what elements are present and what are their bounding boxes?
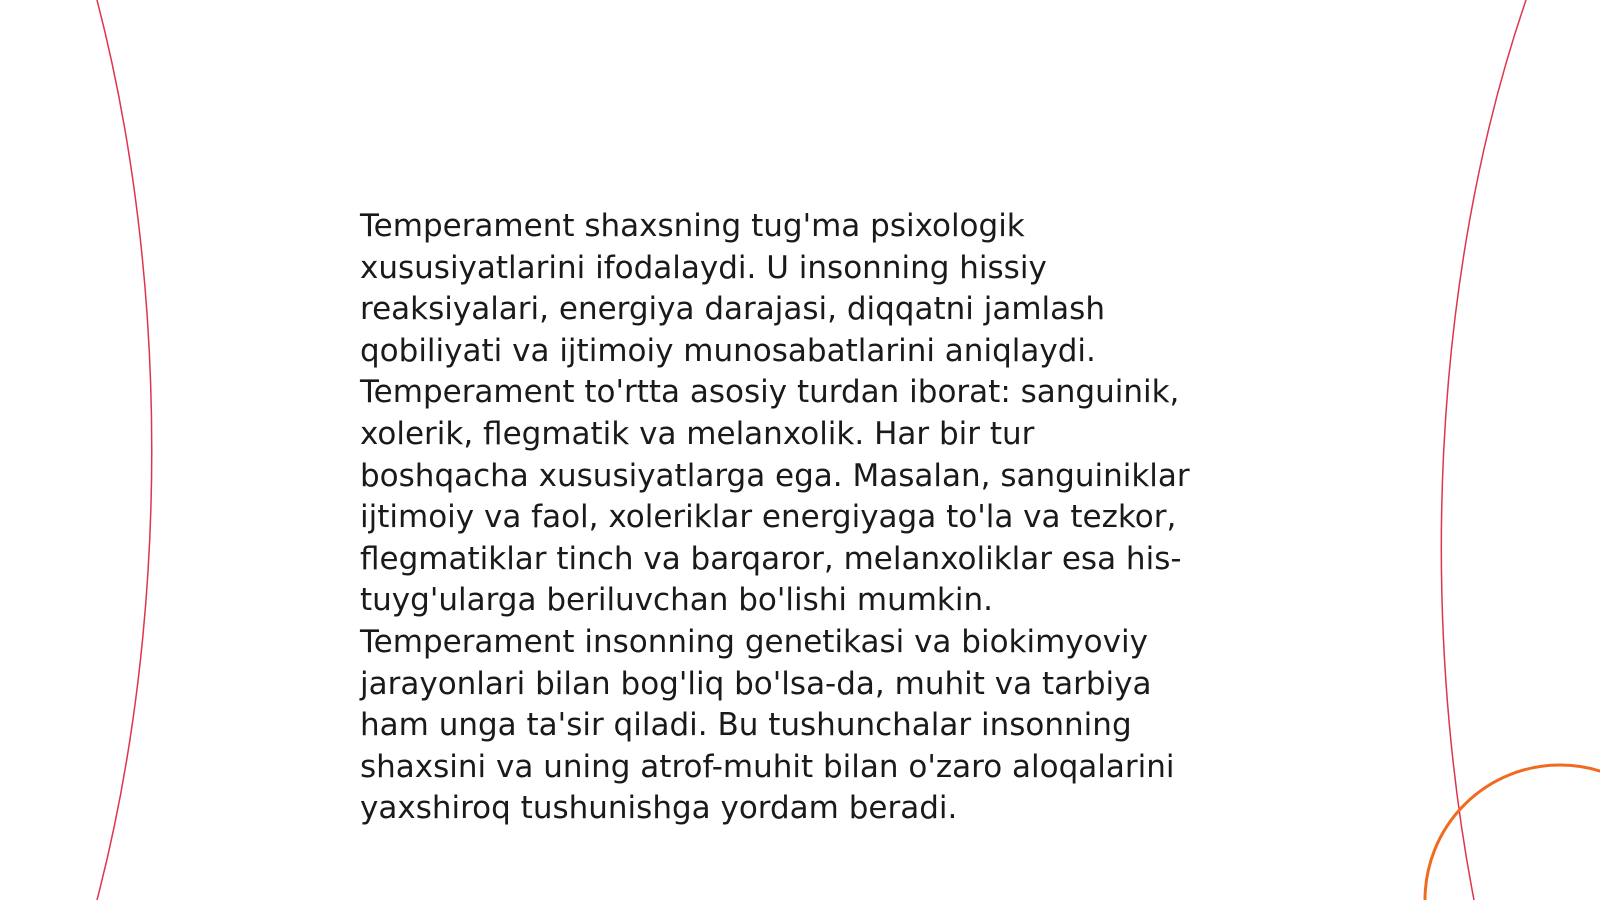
paragraph-line: flegmatiklar tinch va barqaror, melanxoliklar esa his- (360, 540, 1182, 577)
left-red-curve (97, 0, 152, 900)
paragraph-line: Temperament shaxsning tug'ma psixologik (360, 208, 1025, 244)
paragraph-line: tuyg'ularga beriluvchan bo'lishi mumkin. (360, 582, 994, 619)
paragraph-line: xolerik, flegmatik va melanxolik. Har bir tur (360, 415, 1035, 452)
paragraph-line: ijtimoiy va faol, xoleriklar energiyaga to'la va tezkor, (360, 499, 1177, 536)
paragraph-line: Temperament insonning genetikasi va biokimyoviy (360, 623, 1148, 660)
paragraph-line: reaksiyalari, energiya darajasi, diqqatni jamlash (360, 291, 1105, 328)
paragraph-line: Temperament to'rtta asosiy turdan iborat: sanguinik, (360, 374, 1180, 411)
body-paragraph (360, 206, 1240, 830)
paragraph-line: qobiliyati va ijtimoiy munosabatlarini aniqlaydi. (360, 332, 1096, 369)
paragraph-line: jarayonlari bilan bog'liq bo'lsa-da, muhit va tarbiya (360, 665, 1152, 702)
right-red-curve (1441, 0, 1526, 900)
paragraph-line: boshqacha xususiyatlarga ega. Masalan, sanguiniklar (360, 457, 1190, 494)
paragraph-line: ham unga ta'sir qiladi. Bu tushunchalar insonning (360, 707, 1132, 744)
paragraph-line: shaxsini va uning atrof-muhit bilan o'zaro aloqalarini (360, 748, 1175, 785)
paragraph-line: yaxshiroq tushunishga yordam beradi. (360, 790, 958, 827)
paragraph-line: xususiyatlarini ifodalaydi. U insonning hissiy (360, 249, 1047, 286)
orange-ring (1425, 765, 1600, 900)
